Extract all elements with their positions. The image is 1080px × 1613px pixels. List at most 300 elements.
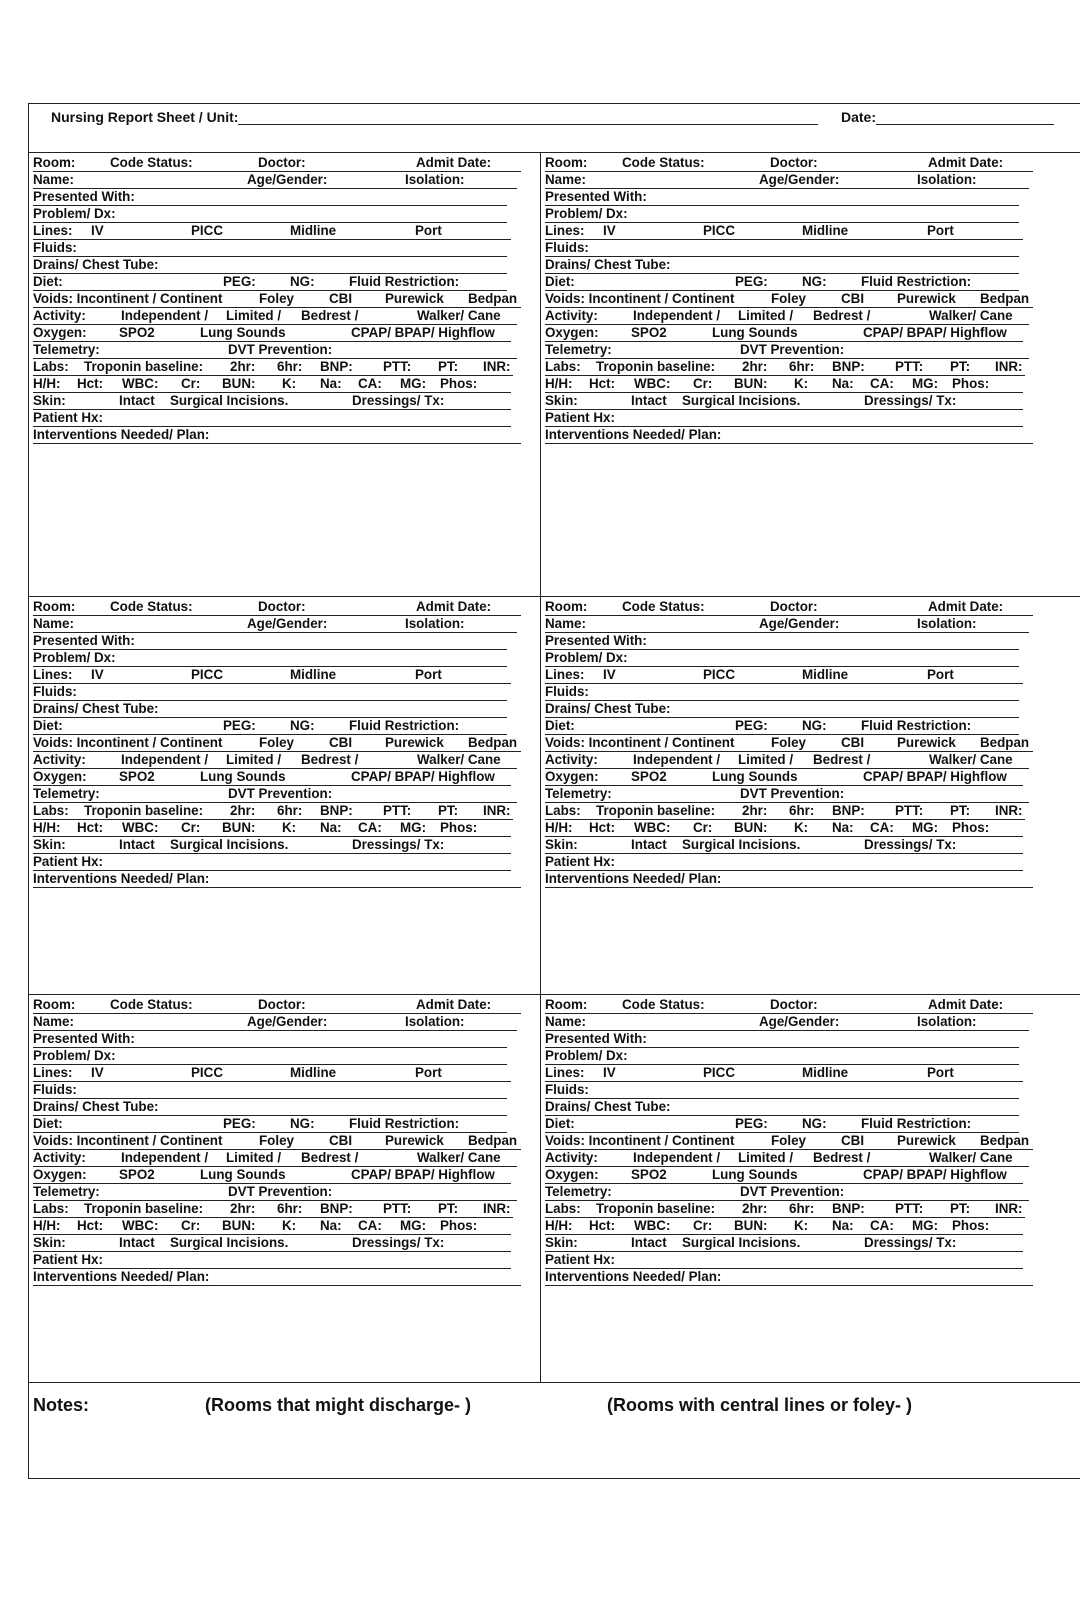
patient-block <box>541 153 1080 597</box>
dvt-label: DVT Prevention: <box>740 1184 845 1199</box>
drains-label: Drains/ Chest Tube: <box>33 1099 159 1114</box>
drains-label: Drains/ Chest Tube: <box>33 701 159 716</box>
hr2-label: 2hr: <box>230 1201 256 1216</box>
drains-line[interactable] <box>545 701 1019 718</box>
labs-line[interactable] <box>33 359 513 376</box>
presented-with-line[interactable] <box>545 1031 1019 1048</box>
surgical-label: Surgical Incisions. <box>170 1235 289 1250</box>
patient-hx-line[interactable] <box>545 854 1023 871</box>
oxygen-line[interactable] <box>33 769 511 786</box>
patient-hx-line[interactable] <box>545 410 1023 427</box>
admit-date-label: Admit Date: <box>928 155 1004 170</box>
surgical-label: Surgical Incisions. <box>170 837 289 852</box>
room-line[interactable] <box>545 997 1033 1014</box>
dvt-label: DVT Prevention: <box>740 786 845 801</box>
doctor-label: Doctor: <box>258 997 306 1012</box>
labs-label: Labs: <box>33 359 69 374</box>
interventions-line[interactable] <box>545 871 1033 888</box>
patient-hx-label: Patient Hx: <box>545 1252 615 1267</box>
hh-label: H/H: <box>545 1218 573 1233</box>
room-line[interactable] <box>33 155 521 172</box>
fluids-label: Fluids: <box>33 684 77 699</box>
interventions-label: Interventions Needed/ Plan: <box>545 871 722 886</box>
pt-label: PT: <box>950 359 971 374</box>
hr6-label: 6hr: <box>789 359 815 374</box>
drains-line[interactable] <box>33 701 507 718</box>
bnp-label: BNP: <box>320 359 353 374</box>
bedrest-label: Bedrest / <box>301 1150 359 1165</box>
bedrest-label: Bedrest / <box>813 308 871 323</box>
admit-date-label: Admit Date: <box>416 155 492 170</box>
hh-line[interactable] <box>545 376 1023 393</box>
room-label: Room: <box>33 155 76 170</box>
bedpan-label: Bedpan <box>980 1133 1030 1148</box>
activity-label: Activity: <box>33 752 86 767</box>
peg-label: PEG: <box>735 718 768 733</box>
diet-line[interactable] <box>33 274 507 291</box>
bun-label: BUN: <box>222 376 256 391</box>
presented-with-line[interactable] <box>33 1031 507 1048</box>
inr-label: INR: <box>483 1201 511 1216</box>
problem-dx-line[interactable] <box>33 206 507 223</box>
cr-label: Cr: <box>181 1218 201 1233</box>
name-line[interactable] <box>33 616 517 633</box>
presented-with-label: Presented With: <box>33 1031 135 1046</box>
interventions-line[interactable] <box>33 427 521 444</box>
diet-line[interactable] <box>33 718 507 735</box>
surgical-label: Surgical Incisions. <box>682 1235 801 1250</box>
cpap-label: CPAP/ BPAP/ Highflow <box>863 325 1007 340</box>
problem-dx-line[interactable] <box>33 1048 507 1065</box>
room-label: Room: <box>33 997 76 1012</box>
hct-label: Hct: <box>77 820 104 835</box>
lines-line[interactable] <box>545 1065 1023 1082</box>
presented-with-line[interactable] <box>545 189 1019 206</box>
purewick-label: Purewick <box>385 291 444 306</box>
wbc-label: WBC: <box>634 820 671 835</box>
hh-line[interactable] <box>545 820 1023 837</box>
fluids-line[interactable] <box>33 684 507 701</box>
room-line[interactable] <box>33 599 521 616</box>
skin-line[interactable] <box>545 837 1023 854</box>
dvt-label: DVT Prevention: <box>228 1184 333 1199</box>
name-line[interactable] <box>545 172 1029 189</box>
na-label: Na: <box>832 1218 854 1233</box>
pt-label: PT: <box>438 1201 459 1216</box>
activity-line[interactable] <box>33 752 517 769</box>
drains-line[interactable] <box>545 257 1019 274</box>
ca-label: CA: <box>358 376 382 391</box>
skin-line[interactable] <box>33 837 511 854</box>
midline-label: Midline <box>290 1065 337 1080</box>
doctor-label: Doctor: <box>770 997 818 1012</box>
voids-label: Voids: Incontinent / Continent <box>33 735 223 750</box>
name-line[interactable] <box>545 1014 1029 1031</box>
interventions-line[interactable] <box>545 1269 1033 1286</box>
na-label: Na: <box>320 376 342 391</box>
fluid-restriction-label: Fluid Restriction: <box>349 274 460 289</box>
voids-line[interactable] <box>545 291 1033 308</box>
purewick-label: Purewick <box>897 735 956 750</box>
ptt-label: PTT: <box>383 359 412 374</box>
surgical-label: Surgical Incisions. <box>170 393 289 408</box>
isolation-label: Isolation: <box>405 172 465 187</box>
troponin-label: Troponin baseline: <box>84 359 204 374</box>
peg-label: PEG: <box>223 718 256 733</box>
hr6-label: 6hr: <box>789 1201 815 1216</box>
patient-hx-line[interactable] <box>33 854 511 871</box>
code-status-label: Code Status: <box>110 997 193 1012</box>
interventions-line[interactable] <box>545 427 1033 444</box>
lines-line[interactable] <box>545 223 1023 240</box>
fluid-restriction-label: Fluid Restriction: <box>349 718 460 733</box>
name-label: Name: <box>33 172 74 187</box>
lines-line[interactable] <box>33 223 511 240</box>
name-line[interactable] <box>545 616 1029 633</box>
picc-label: PICC <box>191 223 223 238</box>
mg-label: MG: <box>400 1218 427 1233</box>
activity-line[interactable] <box>33 1150 517 1167</box>
foley-label: Foley <box>259 1133 294 1148</box>
wbc-label: WBC: <box>122 1218 159 1233</box>
ca-label: CA: <box>870 1218 894 1233</box>
dressings-label: Dressings/ Tx: <box>864 393 957 408</box>
diet-line[interactable] <box>545 274 1019 291</box>
dvt-label: DVT Prevention: <box>740 342 845 357</box>
purewick-label: Purewick <box>897 291 956 306</box>
independent-label: Independent / <box>121 1150 209 1165</box>
voids-line[interactable] <box>545 735 1033 752</box>
skin-line[interactable] <box>545 393 1023 410</box>
activity-line[interactable] <box>33 308 517 325</box>
ca-label: CA: <box>870 376 894 391</box>
fluids-line[interactable] <box>545 684 1019 701</box>
central-lines-rooms-label: (Rooms with central lines or foley- ) <box>607 1395 913 1415</box>
phos-label: Phos: <box>440 1218 478 1233</box>
labs-line[interactable] <box>545 803 1025 820</box>
telemetry-label: Telemetry: <box>545 342 612 357</box>
oxygen-label: Oxygen: <box>33 325 87 340</box>
problem-dx-label: Problem/ Dx: <box>33 650 116 665</box>
k-label: K: <box>282 820 297 835</box>
spo2-label: SPO2 <box>119 325 155 340</box>
cpap-label: CPAP/ BPAP/ Highflow <box>351 325 495 340</box>
labs-line[interactable] <box>33 1201 513 1218</box>
voids-label: Voids: Incontinent / Continent <box>33 1133 223 1148</box>
fluids-line[interactable] <box>33 240 507 257</box>
isolation-label: Isolation: <box>917 616 977 631</box>
name-line[interactable] <box>33 172 517 189</box>
drains-line[interactable] <box>33 1099 507 1116</box>
bnp-label: BNP: <box>832 803 865 818</box>
lines-label: Lines: <box>33 667 73 682</box>
oxygen-line[interactable] <box>545 1167 1023 1184</box>
patient-block <box>29 995 541 1383</box>
date-field[interactable] <box>841 109 1054 125</box>
surgical-label: Surgical Incisions. <box>682 837 801 852</box>
voids-line[interactable] <box>33 291 521 308</box>
intact-label: Intact <box>119 1235 155 1250</box>
patient-hx-line[interactable] <box>33 1252 511 1269</box>
k-label: K: <box>794 1218 809 1233</box>
spo2-label: SPO2 <box>631 325 667 340</box>
port-label: Port <box>415 667 442 682</box>
hh-line[interactable] <box>33 820 511 837</box>
na-label: Na: <box>320 1218 342 1233</box>
telemetry-label: Telemetry: <box>33 786 100 801</box>
interventions-line[interactable] <box>33 1269 521 1286</box>
name-label: Name: <box>545 172 586 187</box>
midline-label: Midline <box>802 667 849 682</box>
bedrest-label: Bedrest / <box>813 1150 871 1165</box>
telemetry-line[interactable] <box>33 342 517 359</box>
spo2-label: SPO2 <box>631 1167 667 1182</box>
limited-label: Limited / <box>226 752 282 767</box>
bnp-label: BNP: <box>832 1201 865 1216</box>
purewick-label: Purewick <box>897 1133 956 1148</box>
walker-cane-label: Walker/ Cane <box>929 752 1013 767</box>
labs-line[interactable] <box>545 1201 1025 1218</box>
drains-line[interactable] <box>33 257 507 274</box>
fluids-label: Fluids: <box>545 684 589 699</box>
unit-field[interactable] <box>51 109 818 125</box>
inr-label: INR: <box>483 359 511 374</box>
fluids-line[interactable] <box>33 1082 507 1099</box>
hh-line[interactable] <box>545 1218 1023 1235</box>
activity-line[interactable] <box>545 752 1029 769</box>
wbc-label: WBC: <box>122 376 159 391</box>
bedrest-label: Bedrest / <box>301 308 359 323</box>
patient-hx-label: Patient Hx: <box>545 410 615 425</box>
ptt-label: PTT: <box>383 803 412 818</box>
report-sheet <box>28 103 1080 1479</box>
oxygen-label: Oxygen: <box>545 325 599 340</box>
mg-label: MG: <box>400 376 427 391</box>
lines-line[interactable] <box>33 1065 511 1082</box>
inr-label: INR: <box>995 1201 1023 1216</box>
drains-line[interactable] <box>545 1099 1019 1116</box>
oxygen-label: Oxygen: <box>33 769 87 784</box>
fluids-line[interactable] <box>545 240 1019 257</box>
problem-dx-line[interactable] <box>545 206 1019 223</box>
cbi-label: CBI <box>329 291 353 306</box>
cr-label: Cr: <box>693 820 713 835</box>
voids-label: Voids: Incontinent / Continent <box>545 735 735 750</box>
troponin-label: Troponin baseline: <box>596 359 716 374</box>
ptt-label: PTT: <box>895 803 924 818</box>
oxygen-line[interactable] <box>33 1167 511 1184</box>
phos-label: Phos: <box>952 1218 990 1233</box>
ptt-label: PTT: <box>895 1201 924 1216</box>
ca-label: CA: <box>358 1218 382 1233</box>
cbi-label: CBI <box>841 735 865 750</box>
midline-label: Midline <box>290 223 337 238</box>
telemetry-line[interactable] <box>33 786 517 803</box>
oxygen-line[interactable] <box>545 325 1023 342</box>
surgical-label: Surgical Incisions. <box>682 393 801 408</box>
labs-label: Labs: <box>545 359 581 374</box>
activity-line[interactable] <box>545 1150 1029 1167</box>
skin-line[interactable] <box>33 393 511 410</box>
fluids-label: Fluids: <box>545 240 589 255</box>
walker-cane-label: Walker/ Cane <box>417 1150 501 1165</box>
troponin-label: Troponin baseline: <box>596 803 716 818</box>
bun-label: BUN: <box>734 1218 768 1233</box>
problem-dx-line[interactable] <box>545 1048 1019 1065</box>
code-status-label: Code Status: <box>622 155 705 170</box>
room-line[interactable] <box>545 155 1033 172</box>
dressings-label: Dressings/ Tx: <box>352 837 445 852</box>
presented-with-label: Presented With: <box>545 633 647 648</box>
pt-label: PT: <box>438 803 459 818</box>
cr-label: Cr: <box>693 376 713 391</box>
ng-label: NG: <box>802 718 827 733</box>
na-label: Na: <box>832 820 854 835</box>
k-label: K: <box>794 820 809 835</box>
foley-label: Foley <box>771 291 806 306</box>
hh-line[interactable] <box>33 376 511 393</box>
dressings-label: Dressings/ Tx: <box>352 1235 445 1250</box>
phos-label: Phos: <box>952 376 990 391</box>
oxygen-line[interactable] <box>33 325 511 342</box>
skin-line[interactable] <box>545 1235 1023 1252</box>
mg-label: MG: <box>400 820 427 835</box>
presented-with-label: Presented With: <box>545 189 647 204</box>
patient-hx-line[interactable] <box>545 1252 1023 1269</box>
hh-line[interactable] <box>33 1218 511 1235</box>
skin-line[interactable] <box>33 1235 511 1252</box>
na-label: Na: <box>832 376 854 391</box>
diet-label: Diet: <box>545 718 575 733</box>
lines-label: Lines: <box>545 667 585 682</box>
intact-label: Intact <box>631 1235 667 1250</box>
telemetry-line[interactable] <box>545 786 1029 803</box>
voids-line[interactable] <box>33 1133 521 1150</box>
presented-with-line[interactable] <box>33 189 507 206</box>
cr-label: Cr: <box>181 820 201 835</box>
iv-label: IV <box>603 667 616 682</box>
voids-label: Voids: Incontinent / Continent <box>545 291 735 306</box>
ca-label: CA: <box>358 820 382 835</box>
lines-label: Lines: <box>33 1065 73 1080</box>
activity-label: Activity: <box>33 308 86 323</box>
oxygen-line[interactable] <box>545 769 1023 786</box>
telemetry-line[interactable] <box>545 1184 1029 1201</box>
activity-label: Activity: <box>545 752 598 767</box>
bun-label: BUN: <box>222 1218 256 1233</box>
limited-label: Limited / <box>738 1150 794 1165</box>
age-gender-label: Age/Gender: <box>759 172 840 187</box>
patient-grid <box>29 153 1080 1493</box>
telemetry-line[interactable] <box>545 342 1029 359</box>
interventions-line[interactable] <box>33 871 521 888</box>
port-label: Port <box>927 1065 954 1080</box>
lines-line[interactable] <box>33 667 511 684</box>
problem-dx-label: Problem/ Dx: <box>545 206 628 221</box>
port-label: Port <box>927 667 954 682</box>
doctor-label: Doctor: <box>770 155 818 170</box>
voids-line[interactable] <box>33 735 521 752</box>
phos-label: Phos: <box>952 820 990 835</box>
phos-label: Phos: <box>440 820 478 835</box>
activity-label: Activity: <box>545 308 598 323</box>
notes-section[interactable] <box>29 1387 1080 1480</box>
inr-label: INR: <box>483 803 511 818</box>
telemetry-line[interactable] <box>33 1184 517 1201</box>
cbi-label: CBI <box>329 735 353 750</box>
ng-label: NG: <box>290 1116 315 1131</box>
name-line[interactable] <box>33 1014 517 1031</box>
diet-line[interactable] <box>545 718 1019 735</box>
isolation-label: Isolation: <box>917 1014 977 1029</box>
fluids-line[interactable] <box>545 1082 1019 1099</box>
picc-label: PICC <box>191 1065 223 1080</box>
oxygen-label: Oxygen: <box>545 769 599 784</box>
room-line[interactable] <box>545 599 1033 616</box>
problem-dx-line[interactable] <box>33 650 507 667</box>
doctor-label: Doctor: <box>770 599 818 614</box>
problem-dx-line[interactable] <box>545 650 1019 667</box>
lines-line[interactable] <box>545 667 1023 684</box>
hh-label: H/H: <box>545 820 573 835</box>
presented-with-line[interactable] <box>545 633 1019 650</box>
walker-cane-label: Walker/ Cane <box>929 308 1013 323</box>
voids-line[interactable] <box>545 1133 1033 1150</box>
patient-block <box>29 597 541 995</box>
age-gender-label: Age/Gender: <box>247 172 328 187</box>
diet-line[interactable] <box>545 1116 1019 1133</box>
hh-label: H/H: <box>545 376 573 391</box>
patient-hx-label: Patient Hx: <box>33 854 103 869</box>
room-label: Room: <box>545 599 588 614</box>
inr-label: INR: <box>995 803 1023 818</box>
pt-label: PT: <box>950 803 971 818</box>
lung-sounds-label: Lung Sounds <box>200 325 286 340</box>
date-label: Date: <box>841 109 877 125</box>
cpap-label: CPAP/ BPAP/ Highflow <box>863 769 1007 784</box>
name-label: Name: <box>545 616 586 631</box>
room-line[interactable] <box>33 997 521 1014</box>
activity-line[interactable] <box>545 308 1029 325</box>
independent-label: Independent / <box>633 308 721 323</box>
labs-line[interactable] <box>33 803 513 820</box>
problem-dx-label: Problem/ Dx: <box>545 650 628 665</box>
presented-with-line[interactable] <box>33 633 507 650</box>
labs-label: Labs: <box>545 1201 581 1216</box>
activity-label: Activity: <box>33 1150 86 1165</box>
ng-label: NG: <box>802 1116 827 1131</box>
hr2-label: 2hr: <box>230 803 256 818</box>
k-label: K: <box>282 1218 297 1233</box>
picc-label: PICC <box>191 667 223 682</box>
skin-label: Skin: <box>33 1235 66 1250</box>
presented-with-label: Presented With: <box>33 633 135 648</box>
iv-label: IV <box>91 667 104 682</box>
hct-label: Hct: <box>589 376 616 391</box>
k-label: K: <box>282 376 297 391</box>
diet-line[interactable] <box>33 1116 507 1133</box>
mg-label: MG: <box>912 820 939 835</box>
midline-label: Midline <box>290 667 337 682</box>
drains-label: Drains/ Chest Tube: <box>545 701 671 716</box>
labs-line[interactable] <box>545 359 1025 376</box>
patient-hx-line[interactable] <box>33 410 511 427</box>
cbi-label: CBI <box>329 1133 353 1148</box>
hr2-label: 2hr: <box>742 359 768 374</box>
telemetry-label: Telemetry: <box>33 342 100 357</box>
limited-label: Limited / <box>226 1150 282 1165</box>
interventions-label: Interventions Needed/ Plan: <box>33 871 210 886</box>
